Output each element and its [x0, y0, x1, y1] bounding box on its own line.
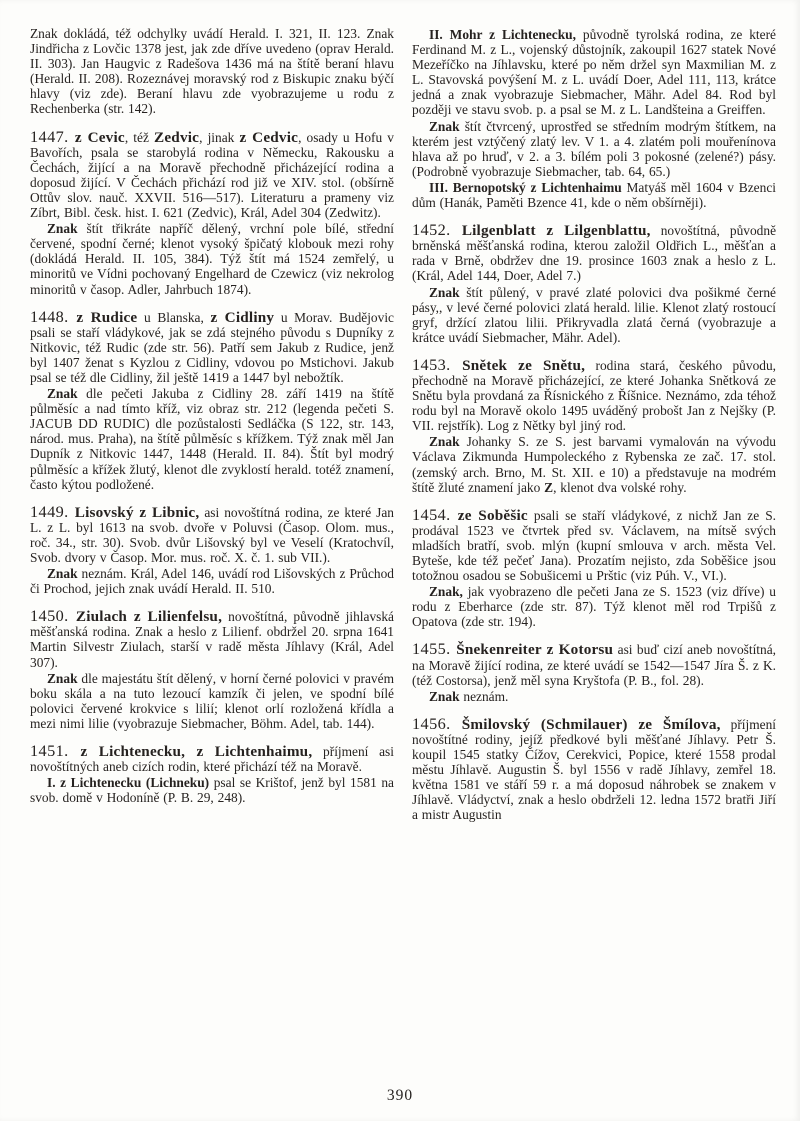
family-name: Snětek ze Snětu, — [462, 356, 586, 374]
text-segment: příjmení asi novoštítných aneb cizích rodin, které přichází též na Moravě. — [30, 744, 394, 775]
blazon-paragraph — [30, 566, 394, 596]
family-name: z Cevic — [74, 128, 125, 146]
family-name: ze Soběšic — [457, 506, 528, 524]
bold-text: Z — [544, 479, 554, 495]
text-columns — [30, 26, 776, 823]
entry-heading-paragraph — [30, 501, 394, 565]
family-name: Šnekenreiter z Kotorsu — [456, 641, 614, 659]
entry-heading-paragraph — [30, 743, 394, 774]
text-segment: štít čtvrcený, uprostřed se středním modrým štítkem, na kterém jest vztýčený zlatý lev. V 1. a 4. zlatém poli mouřenínova hlava až po hruď, v 2. a 3. bílém poli 3 pokosné (zelené?) pásy. (Podrobně vyobrazuje Siebmacher, tab. 64, 65.) — [412, 118, 776, 179]
sub-entry-paragraph — [412, 180, 776, 210]
entry-number: 1452. — [412, 220, 462, 240]
entry-heading-paragraph — [412, 222, 776, 283]
sub-entry-paragraph — [412, 27, 776, 118]
family-name: Šmilovský (Schmilauer) ze Šmílova, — [461, 715, 721, 733]
text-segment: dle majestátu štít dělený, v horní černé polovici v pravém boku skála a na tuto lezoucí kamzík či jelen, ve spodní bílé polovici červené krokvice s lilií; klenot orlí rozložená křídla a mezi nimi lilie (vyobrazuje Siebmacher, Böhm. Adel, tab. 144). — [30, 670, 394, 731]
family-name: z Rudice — [76, 308, 138, 326]
entry-heading-paragraph — [412, 713, 777, 823]
right-column — [412, 26, 776, 823]
text-segment: asi buď cizí aneb novoštítná, na Moravě žijící rodina, ze které uvádí se 1542—1547 Jíra Š. z K. (též Costorsa), jenž měl syna Kryštofa (P. B., fol. 28). — [412, 642, 776, 688]
entry-heading-paragraph — [30, 306, 394, 385]
text-segment: Znak dokládá, též odchylky uvádí Herald. I. 321, II. 123. Znak Jindřicha z Lovčic 1378 jest, jak zde dříve uvedeno (oprav Herald. II. 303). Jan Haugvic z Radešova 1436 má na štítě beraní hlavu (Herald. II. 208). Rozeznávej moravský rod z Biskupic znaku býčí hlavy (viz zde). Beraní hlavu zde vyobrazujeme u rodu z Rechenberka (str. 142). — [30, 26, 394, 117]
text-segment: u Morav. Budějovic psali se staří vládykové, jak se zdá stejného původu s Dupníky z Nitkovic, též Rudic (zde str. 56). Patří sem Jakub z Rudice, jenž byl 1407 ženat s Kyzlou z Cidliny, vdovou po Mstichovi. Jakub psal se též dle Cidliny, žil ještě 1419 a 1447 byl nebožtík. — [30, 309, 394, 385]
text-segment: , též — [124, 129, 155, 145]
text-segment: , klenot dva volské rohy. — [553, 479, 687, 495]
text-segment: rodina stará, českého původu, přechodně na Moravě přicházející, ze které Johanka Snětková ze Snětu byla provdaná za Řísnického z Říšnice. Neznámo, zda téhož rodu byl na Moravě okolo 1495 uváděný probošt Jan z Nejšky (P. VII. rejstřík). Log z Nětky byl jiný rod. — [412, 357, 776, 434]
blazon-paragraph — [412, 584, 776, 629]
bold-text: II. Mohr z Lichtenecku, — [429, 27, 576, 42]
text-segment: původně tyrolská rodina, ze které Ferdinand M. z L., vojenský důstojník, zakoupil 1627 statek Nové Mezeříčko na Jíhlavsku, které po něm držel syn Maxmilian M. z L. Stavovská povýšení M. z L. uvádí Doer, Adel 111, 113, krátce jedná a znak vyobrazuje Siebmacher, Mähr. Adel 84. Rod byl později ve stavu svob. p. a psal se M. z L. Landšteina a Greiffen. — [412, 27, 776, 118]
bold-text: Znak — [47, 566, 78, 582]
text-segment: , osady u Hofu v Bavořích, psala se starobylá rodina v Německu, Rakousku a Čechách, žijící a na Moravě přechodně přicházející rodina a doposud žijící. V Čechách přichází rod již ve XIV. stol. (obšírně Ottův slov. nauč. XXVII. 516—517). Literaturu a prameny viz Zíbrt, Bibl. česk. hist. I. 621 (Zedvic), Král, Adel 304 (Zedwitz). — [30, 129, 394, 221]
blazon-paragraph — [30, 386, 394, 492]
entry-number: 1451. — [30, 741, 81, 761]
family-name: Lisovský z Libnic, — [74, 503, 200, 521]
text-segment: novoštítná, původně brněnská měšťanská rodina, kterou založil Oldřich L., měšťan a rada v Brně, obdržev dne 19. prosince 1603 znak a heslo z L. (Král, Adel 144, Doer, Adel 7.) — [412, 223, 777, 284]
continuation-paragraph — [30, 26, 394, 117]
bold-text: Znak — [429, 284, 460, 300]
text-segment: , jinak — [199, 129, 240, 145]
text-segment: štít třikráte napříč dělený, vrchní pole bílé, střední červené, spodní černé; klenot vysoký špičatý klobouk mezi rohy (dokládá Herald. II. 105, 384). Týž štít má 1524 zemřelý, u minoritů ve Vídni pochovaný Engelhard de Czewicz (viz nekrolog minoritů v časop. Adler, Jahrbuch 1874). — [30, 221, 394, 297]
family-name: Ziulach z Lilienfelsu, — [75, 608, 223, 626]
text-segment: Johanky S. ze S. jest barvami vymalován na vývodu Václava Zikmunda Humpoleckého z Rybenska ze zač. 17. stol. (zemský arch. Brno, M. St. XII. e 10) a představuje na modrém štítě žluté znamení jako — [412, 434, 776, 495]
text-segment: neznám. Král, Adel 146, uvádí rod Lišovských z Průchod či Prochod, jejich znak uvádí Herald. II. 510. — [30, 566, 394, 597]
sub-entry-paragraph — [30, 775, 394, 805]
blazon-paragraph — [412, 434, 776, 494]
page-number: 390 — [386, 1086, 414, 1104]
text-segment: psali se staří vládykové, z nichž Jan ze S. prodával 1523 ve čtvrtek před sv. Václavem, na mítsě svých mladších bratří, svob. mlýn (kupní smlouva v arch. města Vel. Byteše, kde též pečeť Jana). Prozatím nejisto, zda Soběšice jsou totožnou osadou se Sobušicemi u Prštic (viz Púh. V., VI.). — [412, 507, 776, 584]
text-segment: jak vyobrazeno dle pečeti Jana ze S. 1523 (viz dříve) u rodu z Eberharce (zde str. 87). Týž klenot měl rod Trpišů z Opatova (zde str. 194). — [412, 584, 776, 630]
bold-text: Znak — [429, 434, 460, 450]
family-name: Zedvic — [154, 128, 200, 146]
entry-number: 1450. — [30, 606, 76, 626]
entry-heading-paragraph — [30, 126, 394, 221]
bold-text: III. Bernopotský z Lichtenhaimu — [429, 179, 622, 195]
entry-number: 1448. — [30, 306, 77, 326]
blazon-paragraph — [412, 119, 776, 179]
bold-text: Znak — [47, 386, 78, 402]
blazon-paragraph — [30, 671, 394, 731]
entry-number: 1447. — [30, 126, 75, 146]
family-name: z Cidliny — [210, 308, 275, 326]
entry-number: 1454. — [412, 504, 458, 524]
text-segment: asi novoštítná rodina, ze které Jan L. z L. byl 1613 na svob. dvoře v Poluvsi (Časop. Olom. mus., roč. 34., str. 30). Svob. dvůr Lišovský byl ve Veselí (Kratochvíl, Svob. dvory v Časop. Mor. mus. roč. X. č. 1. sub VII.). — [30, 504, 394, 565]
family-name: z Lichtenecku, z Lichtenhaimu, — [80, 743, 313, 761]
entry-heading-paragraph — [412, 354, 776, 434]
entry-number: 1449. — [30, 501, 75, 521]
text-segment: Matyáš měl 1604 v Bzenci dům (Hanák, Paměti Bzence 41, kde o něm obšírněji). — [412, 179, 776, 211]
entry-number: 1455. — [412, 639, 457, 659]
text-segment: dle pečeti Jakuba z Cidliny 28. září 1419 na štítě půlměsíc a nad tímto kříž, viz obraz str. 212 (legenda pečeti S. JACUB DD RUDIC) dle pozůstalosti Sedláčka (S 122, str. 143, národ. mus. Praha), na štítě půlměsíc s křížkem. Týž znak měl Jan Dupník z Nitkovic 1447, 1448 (Herald. II. 84). Štít byl modrý půlměsíc a křížek žlutý, klenot dle zvyklostí herald. totéž znamení, často kýtou podložené. — [30, 386, 394, 492]
text-segment: psal se Krištof, jenž byl 1581 na svob. domě v Hodoníně (P. B. 29, 248). — [30, 775, 394, 806]
bold-text: Znak, — [429, 584, 463, 600]
family-name: z Cedvic — [239, 128, 299, 146]
blazon-paragraph — [30, 221, 394, 296]
bold-text: Znak — [47, 221, 78, 237]
entry-number: 1456. — [412, 713, 462, 733]
text-segment: novoštítná, původně jihlavská měšťanská rodina. Znak a heslo z Lilienf. obdržel 20. srpna 1641 Martin Silvestr Ziulach, starší v radě města Jíhlavy (Král, Adel 307). — [30, 609, 394, 670]
left-column — [30, 26, 394, 823]
entry-heading-paragraph — [30, 608, 394, 669]
family-name: Lilgenblatt z Lilgenblattu, — [461, 222, 651, 240]
text-segment: neznám. — [459, 688, 509, 704]
blazon-paragraph — [412, 689, 776, 704]
bold-text: I. z Lichtenecku (Lichneku) — [47, 775, 210, 791]
text-segment: příjmení novoštítné rodiny, jejíž předkové byli měšťané Jíhlavy. Petr Š. koupil 1545 statky Čížov, Cerekvici, Popice, které 1558 prodal městu Jíhlavě. Augustin Š. byl 1556 v radě Jíhlavy, zemřel 18. května 1581 ve stáří 59 r. a má doposud náhrobek se znakem v Jíhlavě. Vládyctví, znak a heslo obdrželi 12. ledna 1572 bratři Jiří a mistr Augustin — [412, 716, 777, 823]
entry-number: 1453. — [412, 354, 463, 374]
entry-heading-paragraph — [412, 504, 776, 584]
bold-text: Znak — [429, 118, 460, 134]
entry-heading-paragraph — [412, 641, 776, 687]
text-segment: štít půlený, v pravé zlaté polovici dva pošikmé černé pásy,, v levé černé polovici zlatá herald. lilie. Klenot zlatý rostoucí gryf, držící zlatou lilii. Přikryvadla zlatá černá (vyobrazuje a krátce uvádí Siebmacher, Mähr. Adel). — [412, 284, 776, 345]
blazon-paragraph — [412, 285, 776, 345]
bold-text: Znak — [429, 688, 460, 704]
bold-text: Znak — [47, 670, 78, 686]
text-segment: u Blanska, — [137, 309, 211, 325]
